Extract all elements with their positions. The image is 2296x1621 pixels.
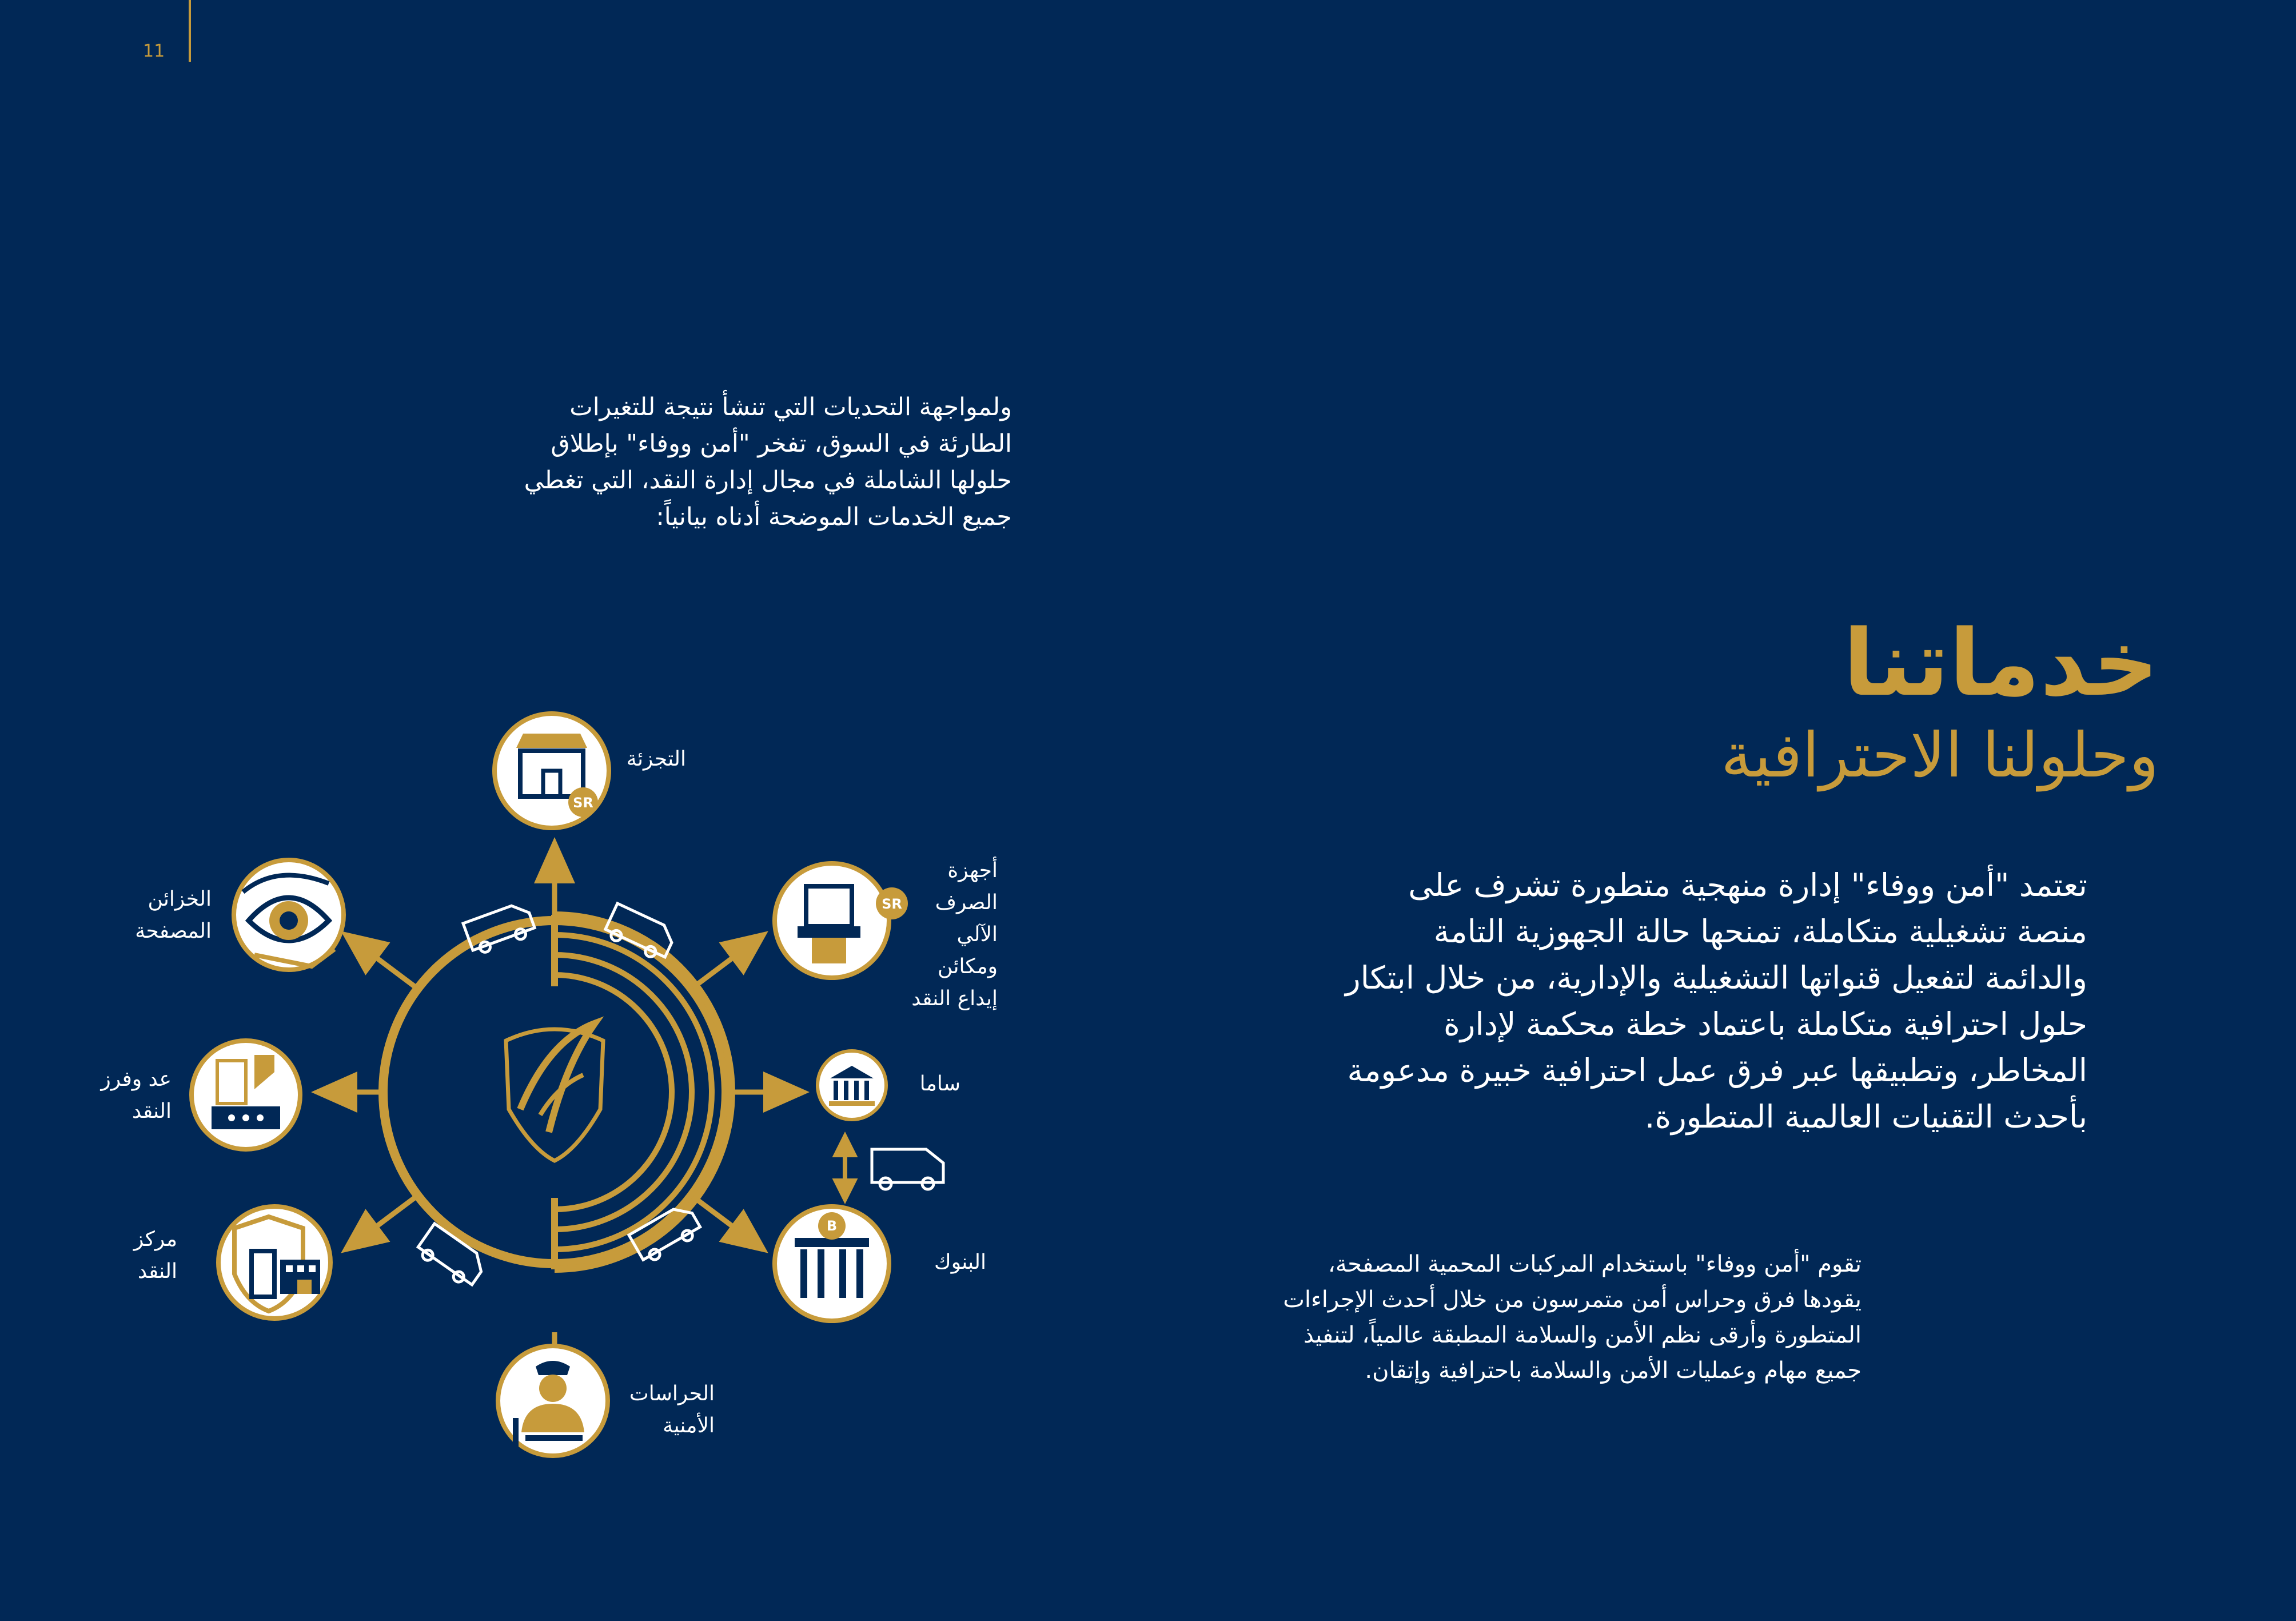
- sama-node: [818, 1051, 886, 1120]
- arrow-down-right: [695, 1198, 752, 1241]
- banks-node: [775, 1206, 889, 1321]
- counting-node: [192, 1041, 300, 1149]
- arrow-up-left: [357, 943, 414, 986]
- label-counting: عد وفرز النقد: [101, 1068, 172, 1123]
- label-banks: البنوك: [934, 1250, 986, 1274]
- services-diagram-graphic: [0, 675, 1143, 1487]
- currency-badge-text: SR: [882, 896, 902, 912]
- page-subtitle: وحلولنا الاحترافية: [1721, 720, 2159, 791]
- label-sama: ساما: [919, 1072, 960, 1096]
- intro-text: ولمواجهة التحديات التي تنشأ نتيجة للتغيرات الطارئة في السوق، تفخر "أمن ووفاء" بإطلاق حلولها الشاملة في مجال إدارة النقد، التي تغطي جميع الخدمات الموضحة أدناه بيانياً:: [524, 393, 1012, 531]
- vaults-node: [234, 860, 344, 970]
- page-number: 11: [143, 41, 165, 61]
- vehicles-paragraph: تقوم "أمن ووفاء" باستخدام المركبات المحمية المصفحة، يقودها فرق وحراس أمن متمرسون من خلال أحدث الإجراءات المتطورة وأرقى نظم الأمن والسلامة المطبقة عالمياً، لتنفيذ جميع مهام وعمليات الأمن والسلامة باحترافية وإتقان.: [1283, 1251, 1861, 1384]
- main-paragraph: تعتمد "أمن ووفاء" إدارة منهجية متطورة تشرف على منصة تشغيلية متكاملة، تمنحها حالة الجهوزية التامة والدائمة لتفعيل قنواتها التشغيلية والإدارية، من خلال ابتكار حلول احترافية متكاملة باعتماد خطة محكمة لإدارة المخاطر، وتطبيقها عبر فرق عمل احترافية خبيرة مدعومة بأحدث التقنيات العالمية المتطورة.: [1345, 867, 2087, 1135]
- currency-badge-text: SR: [573, 795, 593, 811]
- sama-banks-link: [836, 1137, 854, 1199]
- label-cash-center: مركز النقد: [133, 1228, 177, 1283]
- van-icon: [872, 1149, 943, 1189]
- services-diagram: [0, 675, 1143, 1487]
- label-atm: أجهزة الصرف الآلي ومكائن إيداع النقد: [911, 859, 998, 1010]
- arrow-down-left: [357, 1198, 414, 1241]
- page-title: خدماتنا: [1843, 610, 2159, 716]
- atm-node: [775, 863, 908, 978]
- page-number-divider: [189, 0, 191, 62]
- company-logo: [506, 1023, 603, 1161]
- label-vaults: الخزائن المصفحة: [135, 887, 212, 943]
- arrow-up-right: [695, 943, 752, 986]
- label-guards: الحراسات الأمنية: [629, 1382, 715, 1437]
- bank-badge-text: B: [826, 1218, 838, 1234]
- guards-node: [498, 1346, 608, 1456]
- cash-center-node: [218, 1206, 330, 1319]
- label-retail: التجزئة: [626, 747, 686, 771]
